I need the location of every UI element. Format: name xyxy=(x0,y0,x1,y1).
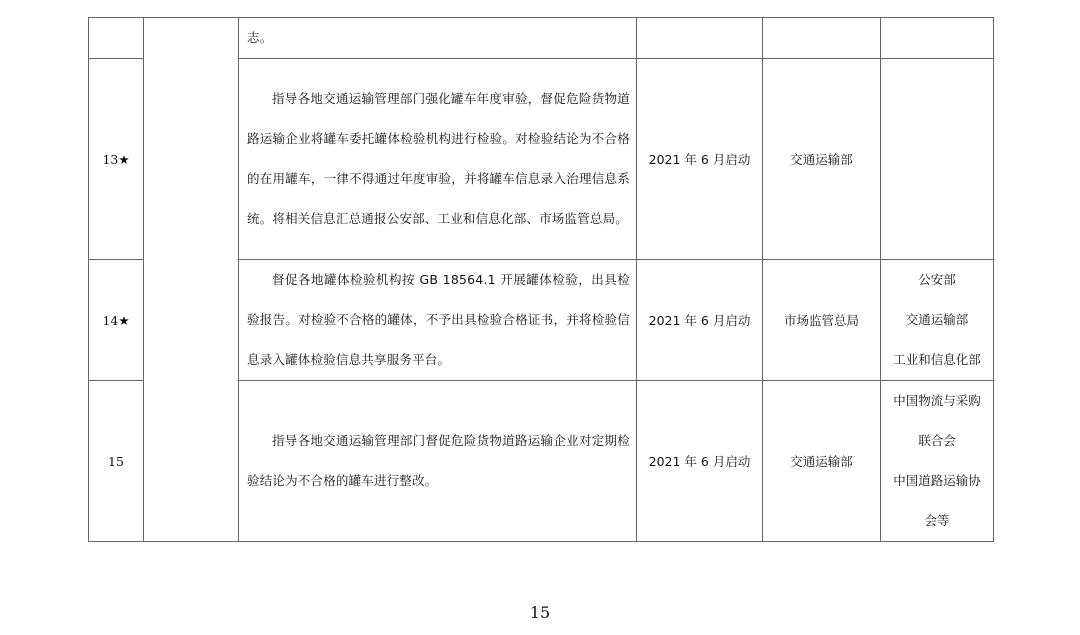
task-description: 督促各地罐体检验机构按 GB 18564.1 开展罐体检验，出具检验报告。对检验不合格的罐体，不予出具检验合格证书，并将检验信息录入罐体检验信息共享服务平台。 xyxy=(239,260,637,381)
lead-department xyxy=(763,18,881,59)
task-table xyxy=(88,17,994,542)
coop-dept: 公安部 xyxy=(918,272,956,287)
lead-department: 市场监管总局 xyxy=(763,260,881,381)
row-number: 14★ xyxy=(89,260,144,381)
cooperating-departments xyxy=(881,381,994,542)
coop-dept: 中国物流与采购 xyxy=(893,393,981,408)
cooperating-departments xyxy=(881,18,994,59)
coop-dept: 工业和信息化部 xyxy=(893,352,981,367)
task-description: 指导各地交通运输管理部门强化罐车年度审验，督促危险货物道路运输企业将罐车委托罐体检验机构进行检验。对检验结论为不合格的在用罐车，一律不得通过年度审验，并将罐车信息录入治理信息系统。将相关信息汇总通报公安部、工业和信息化部、市场监管总局。 xyxy=(239,59,637,260)
lead-department: 交通运输部 xyxy=(763,381,881,542)
task-description: 指导各地交通运输管理部门督促危险货物道路运输企业对定期检验结论为不合格的罐车进行整改。 xyxy=(239,381,637,542)
start-time: 2021 年 6 月启动 xyxy=(637,260,763,381)
coop-dept: 交通运输部 xyxy=(905,312,969,327)
start-time: 2021 年 6 月启动 xyxy=(637,381,763,542)
page-number: 15 xyxy=(529,603,551,622)
table-row xyxy=(89,18,994,59)
row-number: 13★ xyxy=(89,59,144,260)
coop-dept: 联合会 xyxy=(918,433,956,448)
start-time xyxy=(637,18,763,59)
category-cell xyxy=(144,18,239,542)
coop-dept: 中国道路运输协 xyxy=(893,473,981,488)
coop-dept: 会等 xyxy=(924,513,950,528)
row-number xyxy=(89,18,144,59)
start-time: 2021 年 6 月启动 xyxy=(637,59,763,260)
lead-department: 交通运输部 xyxy=(763,59,881,260)
task-description: 志。 xyxy=(239,18,637,59)
row-number: 15 xyxy=(89,381,144,542)
cooperating-departments xyxy=(881,260,994,381)
cooperating-departments xyxy=(881,59,994,260)
